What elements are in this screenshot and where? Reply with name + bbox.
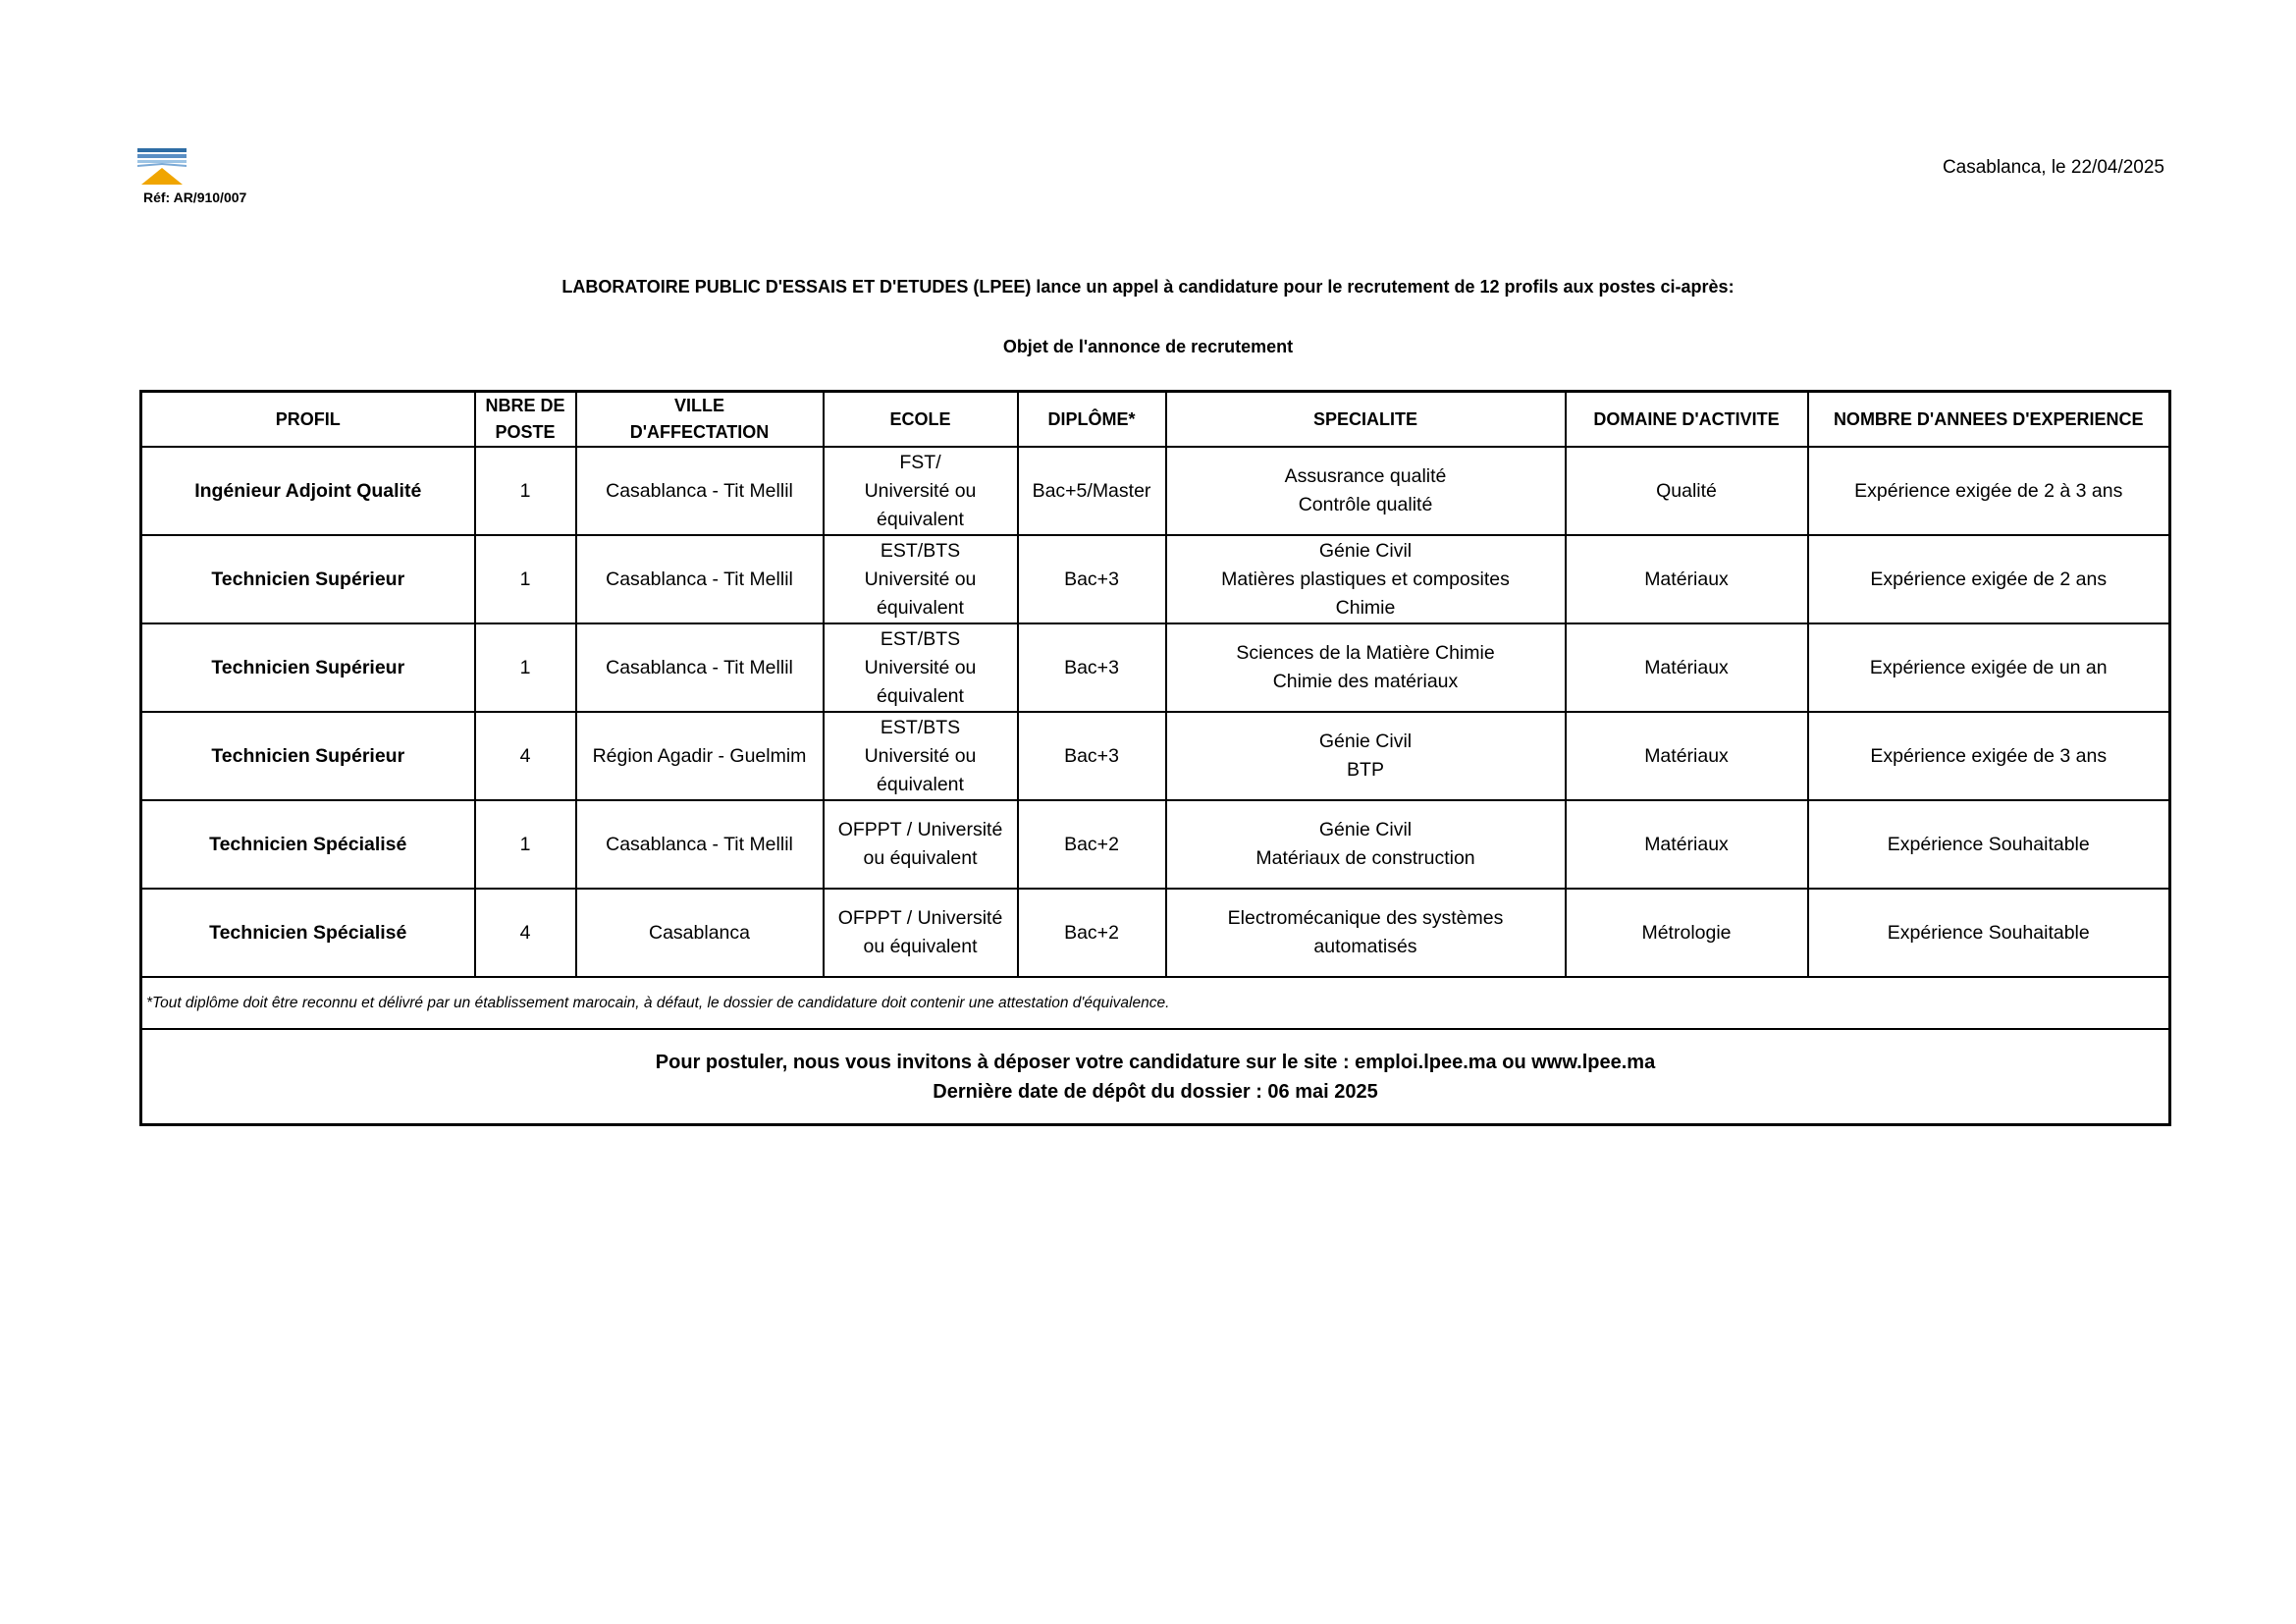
cell-experience: Expérience exigée de 2 à 3 ans: [1808, 447, 2170, 535]
cell-ecole: OFPPT / Université ou équivalent: [824, 889, 1018, 977]
cell-ville: Casablanca - Tit Mellil: [576, 800, 824, 889]
cell-diplome: Bac+3: [1018, 712, 1166, 800]
cell-specialite: Electromécanique des systèmes automatisés: [1166, 889, 1566, 977]
cell-ecole: EST/BTS Université ou équivalent: [824, 712, 1018, 800]
cell-nbre-poste: 1: [475, 535, 576, 623]
cell-nbre-poste: 4: [475, 712, 576, 800]
cell-ville: Casablanca: [576, 889, 824, 977]
cell-ecole: OFPPT / Université ou équivalent: [824, 800, 1018, 889]
cell-profil: Technicien Supérieur: [141, 535, 475, 623]
recruitment-table: [139, 390, 2171, 1126]
table-header-row: [141, 392, 2170, 448]
cell-experience: Expérience exigée de 3 ans: [1808, 712, 2170, 800]
column-header-experience: NOMBRE D'ANNEES D'EXPERIENCE: [1808, 392, 2170, 448]
cell-experience: Expérience exigée de un an: [1808, 623, 2170, 712]
diploma-footnote: *Tout diplôme doit être reconnu et délivré par un établissement marocain, à défaut, le dossier de candidature doit contenir une attestation d'équivalence.: [141, 977, 2170, 1029]
column-header-ecole: ECOLE: [824, 392, 1018, 448]
column-header-profil: PROFIL: [141, 392, 475, 448]
cell-experience: Expérience exigée de 2 ans: [1808, 535, 2170, 623]
table-row: [141, 800, 2170, 889]
cell-experience: Expérience Souhaitable: [1808, 800, 2170, 889]
cell-profil: Ingénieur Adjoint Qualité: [141, 447, 475, 535]
footnote-row: [141, 977, 2170, 1029]
cell-domaine: Métrologie: [1566, 889, 1808, 977]
cell-nbre-poste: 4: [475, 889, 576, 977]
cell-specialite: Génie Civil Matières plastiques et composites Chimie: [1166, 535, 1566, 623]
cell-profil: Technicien Spécialisé: [141, 889, 475, 977]
cell-domaine: Qualité: [1566, 447, 1808, 535]
cell-profil: Technicien Spécialisé: [141, 800, 475, 889]
cell-domaine: Matériaux: [1566, 623, 1808, 712]
cell-specialite: Sciences de la Matière Chimie Chimie des matériaux: [1166, 623, 1566, 712]
cell-diplome: Bac+3: [1018, 535, 1166, 623]
column-header-ville: VILLE D'AFFECTATION: [576, 392, 824, 448]
cell-profil: Technicien Supérieur: [141, 623, 475, 712]
cell-domaine: Matériaux: [1566, 535, 1808, 623]
cell-nbre-poste: 1: [475, 447, 576, 535]
cell-diplome: Bac+3: [1018, 623, 1166, 712]
apply-info: [141, 1029, 2170, 1125]
cell-ville: Casablanca - Tit Mellil: [576, 447, 824, 535]
cell-diplome: Bac+5/Master: [1018, 447, 1166, 535]
cell-ville: Casablanca - Tit Mellil: [576, 623, 824, 712]
column-header-diplome: DIPLÔME*: [1018, 392, 1166, 448]
cell-domaine: Matériaux: [1566, 800, 1808, 889]
table-row: [141, 889, 2170, 977]
cell-ecole: FST/ Université ou équivalent: [824, 447, 1018, 535]
column-header-specialite: SPECIALITE: [1166, 392, 1566, 448]
apply-row: [141, 1029, 2170, 1125]
cell-ville: Casablanca - Tit Mellil: [576, 535, 824, 623]
cell-specialite: Assusrance qualité Contrôle qualité: [1166, 447, 1566, 535]
table-row: [141, 712, 2170, 800]
cell-ecole: EST/BTS Université ou équivalent: [824, 623, 1018, 712]
cell-nbre-poste: 1: [475, 800, 576, 889]
cell-experience: Expérience Souhaitable: [1808, 889, 2170, 977]
column-header-nbre-poste: NBRE DE POSTE: [475, 392, 576, 448]
cell-nbre-poste: 1: [475, 623, 576, 712]
cell-profil: Technicien Supérieur: [141, 712, 475, 800]
table-row: [141, 535, 2170, 623]
cell-specialite: Génie Civil Matériaux de construction: [1166, 800, 1566, 889]
place-and-date: Casablanca, le 22/04/2025: [1942, 157, 2164, 178]
lpee-logo-icon: [137, 148, 187, 186]
column-header-domaine: DOMAINE D'ACTIVITE: [1566, 392, 1808, 448]
reference-number: Réf: AR/910/007: [143, 189, 247, 205]
cell-ecole: EST/BTS Université ou équivalent: [824, 535, 1018, 623]
apply-instructions: Pour postuler, nous vous invitons à déposer votre candidature sur le site : emploi.lpee.ma ou www.lpee.ma: [655, 1051, 1656, 1073]
announcement-headline: LABORATOIRE PUBLIC D'ESSAIS ET D'ETUDES (LPEE) lance un appel à candidature pour le recrutement de 12 profils aux postes ci-après:: [561, 277, 1735, 297]
application-deadline: Dernière date de dépôt du dossier : 06 mai 2025: [933, 1080, 1378, 1103]
cell-diplome: Bac+2: [1018, 889, 1166, 977]
cell-diplome: Bac+2: [1018, 800, 1166, 889]
cell-domaine: Matériaux: [1566, 712, 1808, 800]
cell-ville: Région Agadir - Guelmim: [576, 712, 824, 800]
announcement-subject: Objet de l'annonce de recrutement: [1002, 337, 1294, 356]
cell-specialite: Génie Civil BTP: [1166, 712, 1566, 800]
table-row: [141, 623, 2170, 712]
table-row: [141, 447, 2170, 535]
